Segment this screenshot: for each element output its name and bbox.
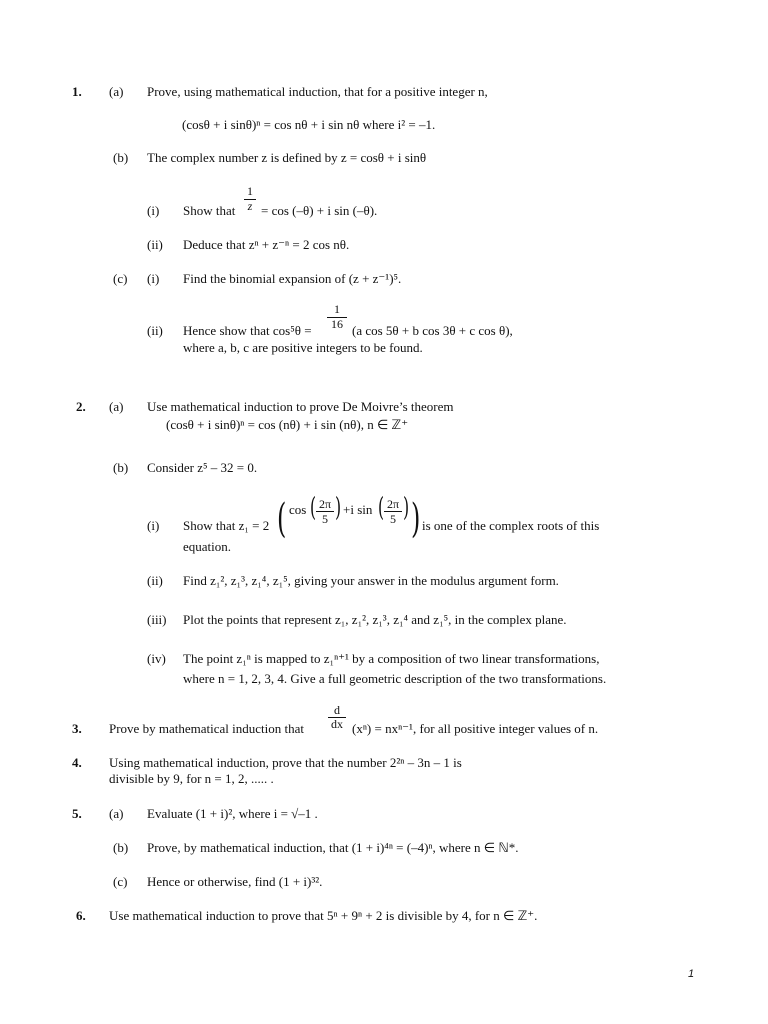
question-text: (xⁿ) = nxⁿ⁻¹, for all positive integer values of n. — [352, 721, 599, 736]
fraction-denominator: 5 — [390, 512, 396, 526]
subpart-label: (i) — [147, 203, 160, 218]
question-number: 5. — [72, 806, 82, 821]
question-text: Find z₁², z₁³, z₁⁴, z₁⁵, giving your answer in the modulus argument form. — [183, 573, 559, 588]
subpart-label: (ii) — [147, 323, 163, 338]
right-paren: ) — [411, 496, 421, 542]
left-paren: ( — [277, 496, 287, 542]
subpart-label: (i) — [147, 518, 160, 533]
subpart-label: (ii) — [147, 573, 163, 588]
part-label: (b) — [113, 840, 129, 855]
question-text: Use mathematical induction to prove De Moivre’s theorem — [147, 399, 454, 414]
question-text: Hence show that cos⁵θ = — [183, 323, 312, 338]
cos-text: cos — [289, 502, 307, 517]
question-text: Prove, using mathematical induction, that for a positive integer n, — [147, 84, 488, 99]
question-text: Find the binomial expansion of (z + z⁻¹)⁵. — [183, 271, 402, 286]
fraction-numerator: 2π — [386, 497, 400, 511]
subpart-label: (iii) — [147, 612, 167, 627]
fraction-numerator: 1 — [334, 302, 340, 316]
subpart-label: (i) — [147, 271, 160, 286]
question-text: Show that z₁ = 2 — [183, 518, 270, 533]
question-number: 2. — [76, 399, 86, 414]
question-text: Consider z⁵ – 32 = 0. — [147, 460, 258, 475]
fraction-numerator: d — [334, 703, 340, 717]
question-text: = cos (–θ) + i sin (–θ). — [261, 203, 378, 218]
page-number: 1 — [688, 968, 695, 980]
fraction-denominator: 5 — [322, 512, 328, 526]
question-text: where n = 1, 2, 3, 4. Give a full geometric description of the two transformations. — [183, 671, 607, 686]
part-label: (a) — [109, 806, 124, 821]
fraction-denominator: z — [247, 199, 253, 213]
question-number: 4. — [72, 755, 82, 770]
question-text: Show that — [183, 203, 236, 218]
question-text: Using mathematical induction, prove that the number 2²ⁿ – 3n – 1 is — [109, 755, 462, 770]
question-number: 6. — [76, 908, 86, 923]
part-label: (a) — [109, 399, 124, 414]
part-label: (c) — [113, 271, 128, 286]
question-text: Hence or otherwise, find (1 + i)³². — [147, 874, 323, 889]
right-paren: ) — [403, 493, 410, 523]
question-text: divisible by 9, for n = 1, 2, ..... . — [109, 771, 274, 786]
sin-text: +i sin — [343, 502, 373, 517]
question-text: Prove by mathematical induction that — [109, 721, 304, 736]
question-text: Use mathematical induction to prove that 5ⁿ + 9ⁿ + 2 is divisible by 4, for n ∈ ℤ⁺. — [109, 908, 538, 923]
fraction-denominator: 16 — [331, 317, 343, 331]
question-text: Prove, by mathematical induction, that (1 + i)⁴ⁿ = (–4)ⁿ, where n ∈ ℕ*. — [147, 840, 519, 855]
fraction-numerator: 1 — [247, 184, 253, 198]
subpart-label: (iv) — [147, 651, 166, 666]
subpart-label: (ii) — [147, 237, 163, 252]
fraction-denominator: dx — [331, 717, 343, 731]
question-text: The point z₁ⁿ is mapped to z₁ⁿ⁺¹ by a composition of two linear transformations, — [183, 651, 600, 666]
question-text: equation. — [183, 539, 232, 554]
question-text: is one of the complex roots of this — [422, 518, 600, 533]
question-text: Plot the points that represent z₁, z₁², z₁³, z₁⁴ and z₁⁵, in the complex plane. — [183, 612, 567, 627]
question-text: Deduce that zⁿ + z⁻ⁿ = 2 cos nθ. — [183, 237, 350, 252]
part-label: (b) — [113, 460, 129, 475]
question-number: 3. — [72, 721, 82, 736]
part-label: (c) — [113, 874, 128, 889]
question-text: The complex number z is defined by z = cosθ + i sinθ — [147, 150, 427, 165]
left-paren: ( — [378, 493, 385, 523]
fraction-numerator: 2π — [318, 497, 332, 511]
question-text: (a cos 5θ + b cos 3θ + c cos θ), — [352, 323, 513, 338]
right-paren: ) — [335, 493, 342, 523]
question-text: where a, b, c are positive integers to be found. — [183, 340, 423, 355]
question-text: Evaluate (1 + i)², where i = √–1 . — [147, 806, 318, 821]
part-label: (b) — [113, 150, 129, 165]
question-number: 1. — [72, 84, 82, 99]
equation: (cosθ + i sinθ)ⁿ = cos nθ + i sin nθ where i² = –1. — [182, 117, 436, 132]
part-label: (a) — [109, 84, 124, 99]
left-paren: ( — [310, 493, 317, 523]
equation: (cosθ + i sinθ)ⁿ = cos (nθ) + i sin (nθ), n ∈ ℤ⁺ — [166, 417, 409, 432]
